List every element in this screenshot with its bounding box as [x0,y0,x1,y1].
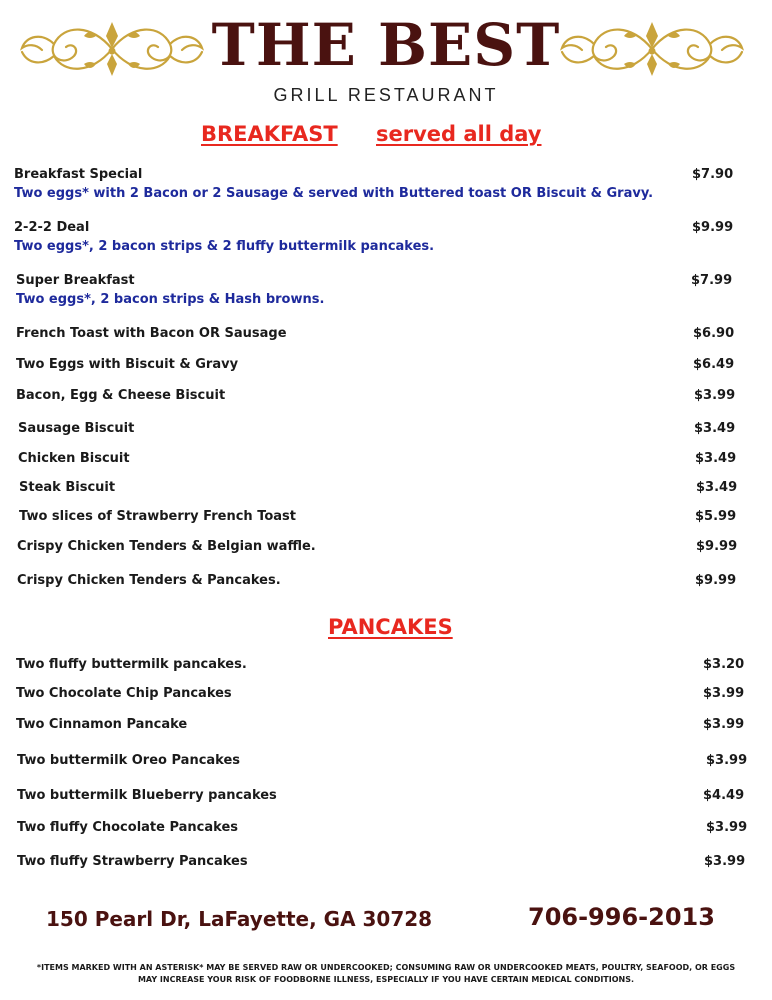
menu-item-name: 2-2-2 Deal [14,220,90,235]
menu-item-price: $6.90 [693,326,735,341]
menu-item-price: $9.99 [692,220,734,235]
menu-item-price: $3.99 [703,717,745,732]
disclaimer-line-2: MAY INCREASE YOUR RISK OF FOODBORNE ILLNESS, ESPECIALLY IF YOU HAVE CERTAIN MEDICAL CONDITIONS. [137,975,635,984]
menu-item-name: Two fluffy Strawberry Pancakes [17,854,248,869]
menu-item-price: $3.99 [694,388,736,403]
menu-item-name: Chicken Biscuit [18,451,130,466]
menu-item-price: $3.99 [706,753,748,768]
menu-item-name: Crispy Chicken Tenders & Belgian waffle. [17,539,316,554]
menu-item-price: $9.99 [695,573,737,588]
menu-item-price: $3.99 [703,686,745,701]
menu-item-description: Two eggs*, 2 bacon strips & Hash browns. [16,292,325,307]
restaurant-title: THE BEST [211,11,561,79]
breakfast-heading-note: served all day [376,122,542,146]
menu-item-name: Steak Biscuit [19,480,116,495]
menu-item-price: $9.99 [696,539,738,554]
pancakes-heading: PANCAKES [328,615,453,639]
menu-item-name: Two slices of Strawberry French Toast [19,509,296,524]
menu-item-price: $3.49 [694,421,736,436]
menu-item-description: Two eggs* with 2 Bacon or 2 Sausage & served with Buttered toast OR Biscuit & Gravy. [14,186,654,201]
menu-item-price: $3.49 [695,451,737,466]
menu-item-price: $3.49 [696,480,738,495]
disclaimer-line-1: *ITEMS MARKED WITH AN ASTERISK* MAY BE SERVED RAW OR UNDERCOOKED; CONSUMING RAW OR UNDERCOOKED MEATS, POULTRY, SEAFOOD, OR EGGS [36,963,736,972]
menu-item-name: Two Eggs with Biscuit & Gravy [16,357,239,372]
menu-item-price: $3.99 [704,854,746,869]
menu-item-name: Two buttermilk Oreo Pancakes [17,753,241,768]
menu-item-price: $4.49 [703,788,745,803]
menu-item-price: $6.49 [693,357,735,372]
menu-item-name: Two fluffy Chocolate Pancakes [17,820,239,835]
menu-item-price: $3.99 [706,820,748,835]
menu-item-name: Two Chocolate Chip Pancakes [16,686,232,701]
restaurant-address: 150 Pearl Dr, LaFayette, GA 30728 [46,907,433,931]
menu-item-name: Super Breakfast [16,273,135,288]
restaurant-phone: 706-996-2013 [528,903,715,931]
menu-item-name: Bacon, Egg & Cheese Biscuit [16,388,226,403]
menu-item-name: Crispy Chicken Tenders & Pancakes. [17,573,281,588]
menu-item-name: Sausage Biscuit [18,421,135,436]
menu-item-name: Two fluffy buttermilk pancakes. [16,657,247,672]
restaurant-subtitle: GRILL RESTAURANT [273,85,499,105]
menu-item-price: $5.99 [695,509,737,524]
menu-item-description: Two eggs*, 2 bacon strips & 2 fluffy buttermilk pancakes. [14,239,435,254]
menu-item-name: Breakfast Special [14,167,143,182]
food-safety-disclaimer [0,962,772,986]
breakfast-heading: BREAKFAST [201,122,338,146]
menu-item-name: Two Cinnamon Pancake [16,717,188,732]
menu-item-price: $3.20 [703,657,745,672]
menu-item-price: $7.99 [691,273,733,288]
menu-item-price: $7.90 [692,167,734,182]
menu-item-name: French Toast with Bacon OR Sausage [16,326,287,341]
menu-item-name: Two buttermilk Blueberry pancakes [17,788,277,803]
